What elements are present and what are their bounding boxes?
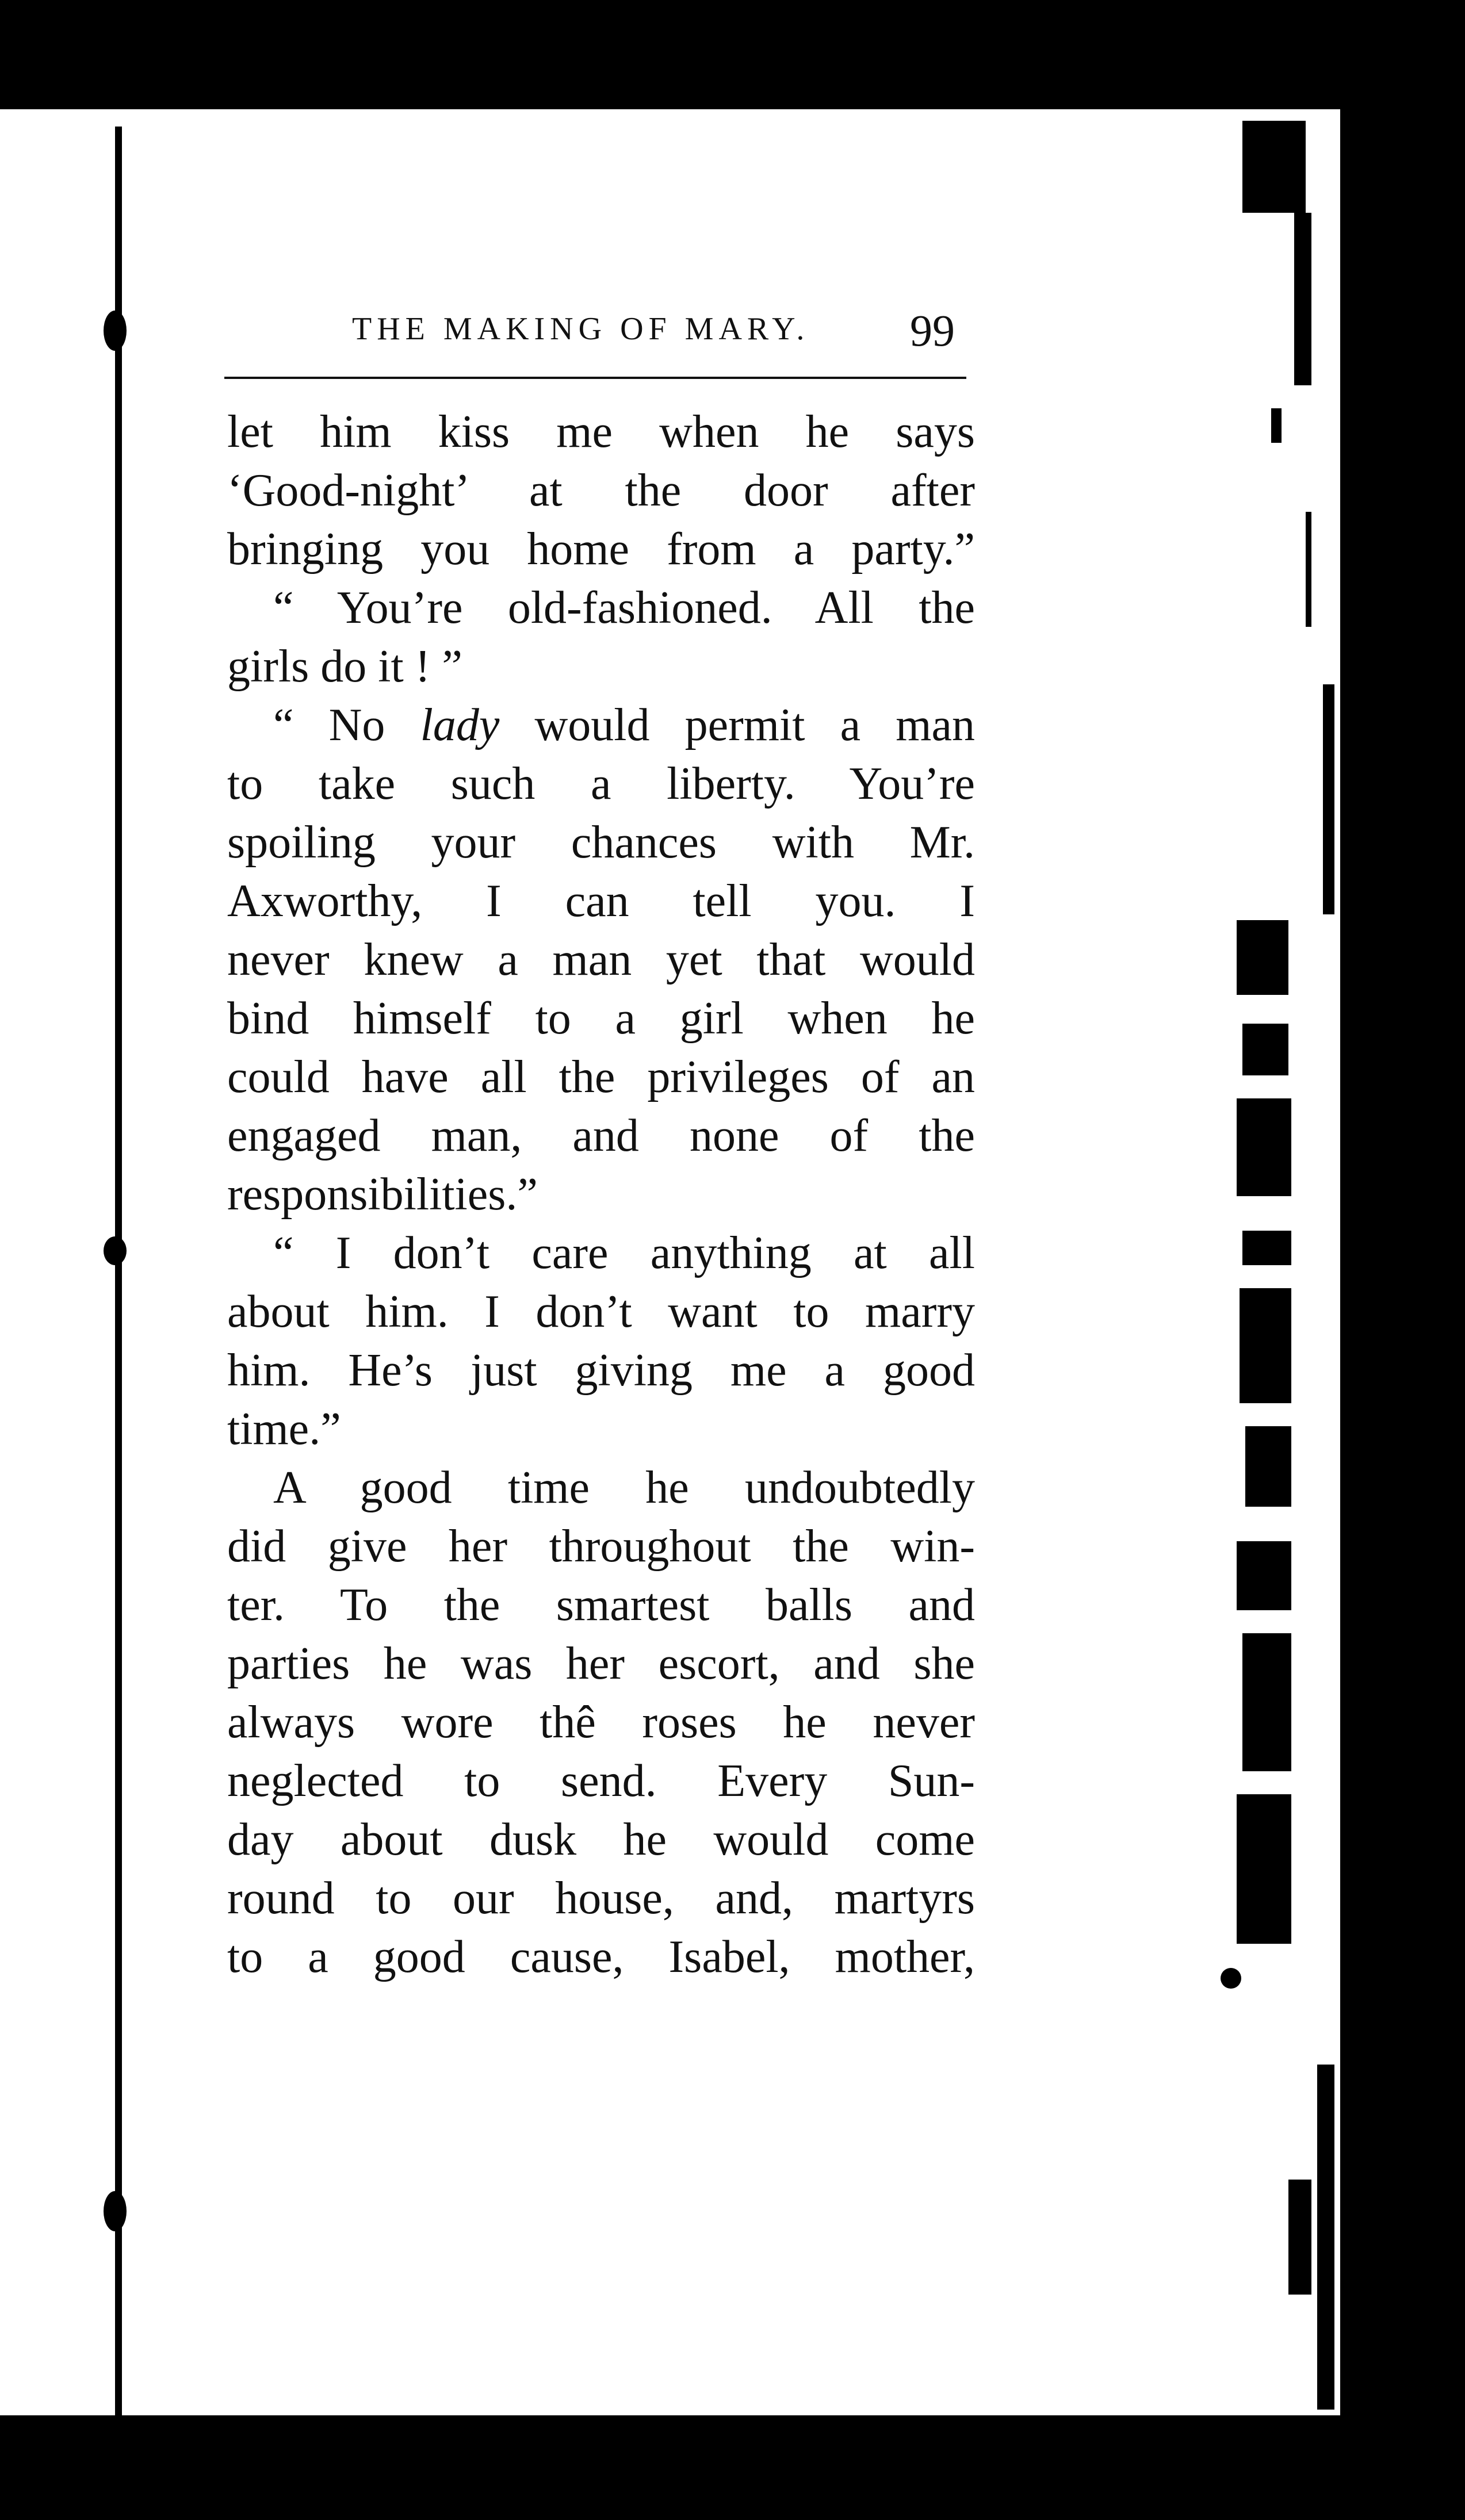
running-head [224,305,966,357]
text-line: him. He’s just giving me a good [227,1345,975,1396]
text-line: parties he was her escort, and she [227,1638,975,1689]
text-line: bind himself to a girl when he [227,993,975,1044]
text-line: let him kiss me when he says [227,407,975,457]
text-line: day about dusk he would come [227,1814,975,1865]
page-number: 99 [910,305,955,355]
binding-mark [104,1236,127,1265]
text-line: neglected to send. Every Sun- [227,1756,975,1806]
text-line: time.” [227,1404,341,1454]
text-line: spoiling your chances with Mr. [227,817,975,868]
text-line: never knew a man yet that would [227,935,975,985]
text-line: always wore thê roses he never [227,1697,975,1748]
binding-mark [104,311,127,351]
text-line: girls do it ! ” [227,641,462,692]
binding-mark [104,2191,127,2231]
text-line: to a good cause, Isabel, mother, [227,1932,975,1982]
text-line: did give her throughout the win- [227,1521,975,1572]
running-title: THE MAKING OF MARY. [352,311,810,347]
text-span: “ No [273,700,420,750]
text-line: ‘Good-night’ at the door after [227,465,975,516]
text-line: A good time he undoubtedly [273,1462,975,1513]
scan-bottom-edge [0,2415,1465,2520]
binding-edge [115,127,122,2415]
text-line: responsibilities.” [227,1169,538,1220]
text-line: engaged man, and none of the [227,1110,975,1161]
library-stamp-mark [1219,909,1311,2001]
body-text [227,403,975,1986]
text-line: could have all the privileges of an [227,1052,975,1102]
text-line: “ I don’t care anything at all [273,1228,975,1278]
text-line: Axworthy, I can tell you. I [227,876,975,926]
text-line: round to our house, and, martyrs [227,1873,975,1924]
text-line: “ You’re old-fashioned. All the [273,583,975,633]
italic-word: lady [420,700,500,750]
header-rule [224,377,966,379]
text-line: about him. I don’t want to marry [227,1286,975,1337]
text-line: to take such a liberty. You’re [227,759,975,809]
text-span: would permit a man [499,700,976,750]
text-line: bringing you home from a party.” [227,524,975,575]
text-line [227,696,975,755]
text-line: ter. To the smartest balls and [227,1580,975,1630]
